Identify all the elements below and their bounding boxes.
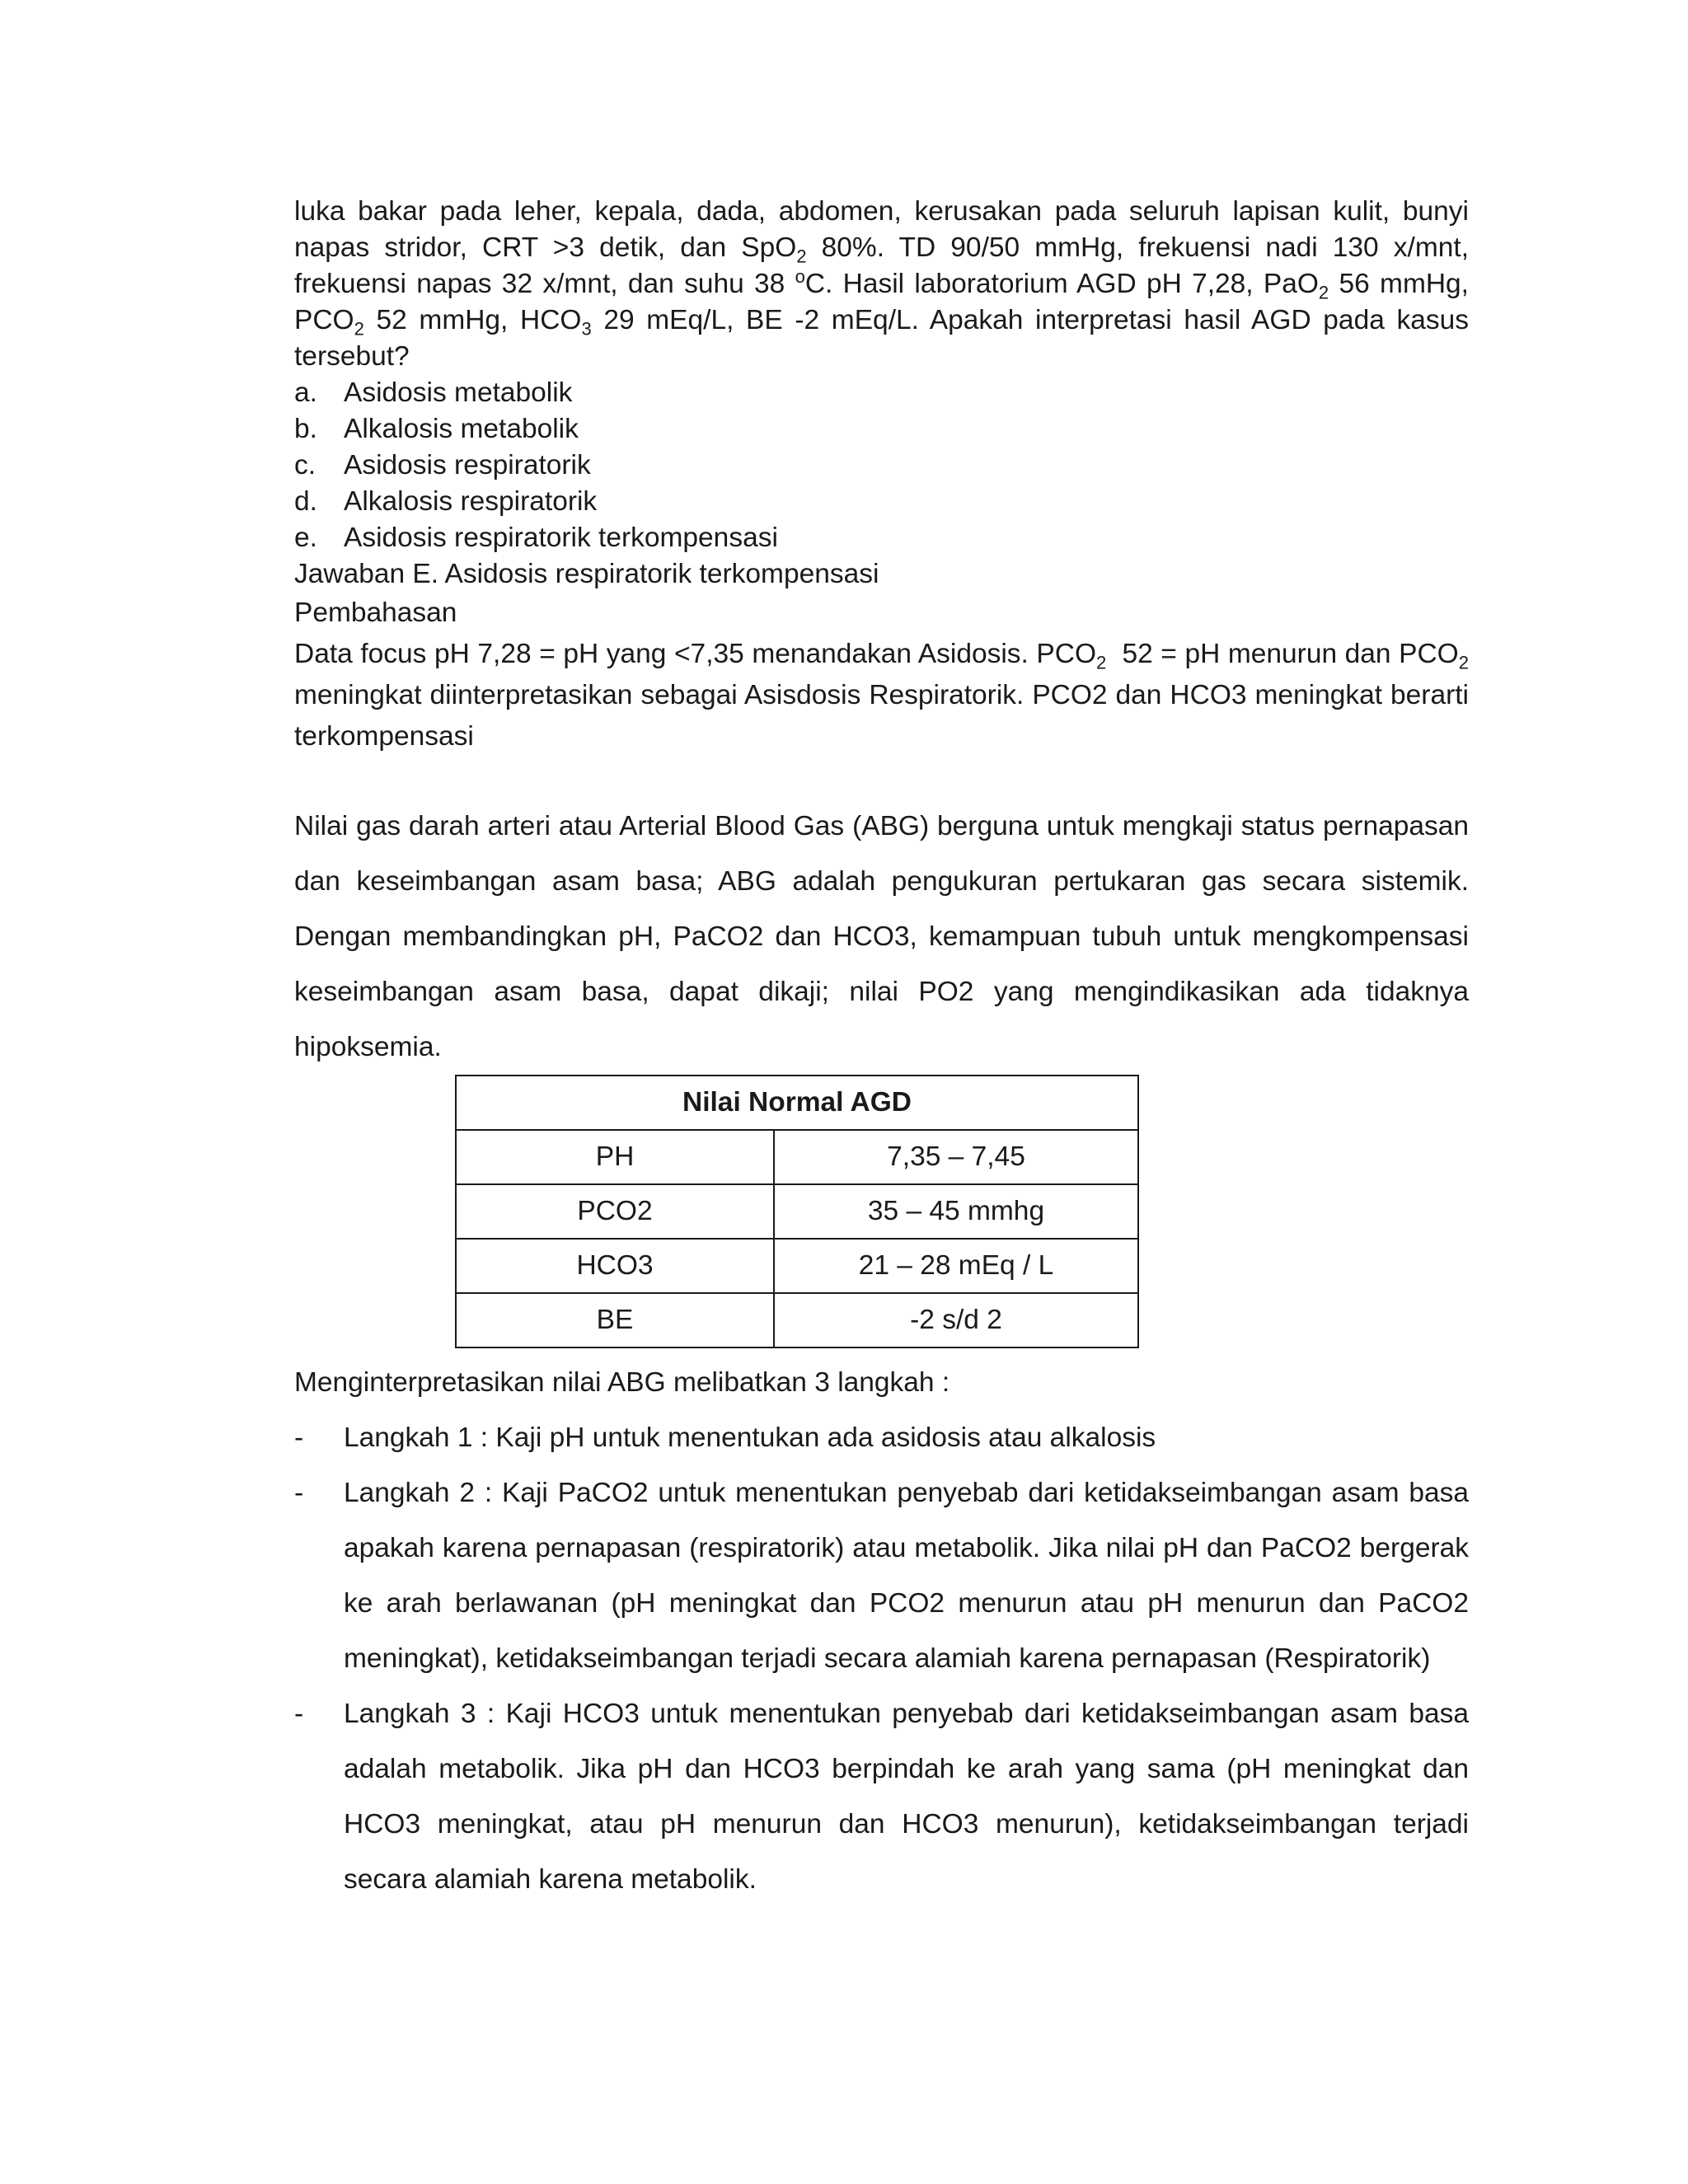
table-cell-value: -2 s/d 2 — [774, 1293, 1138, 1347]
discussion-paragraph-2: Nilai gas darah arteri atau Arterial Blood Gas (ABG) berguna untuk mengkaji status pernapasan dan keseimbangan asam basa; ABG adalah pengukuran pertukaran gas secara sistemik. Dengan membandingkan pH, PaCO2 dan HCO3, kemampuan tubuh untuk mengkompensasi keseimbangan asam basa, dapat dikaji; nilai PO2 yang mengindikasikan ada tidaknya hipoksemia. — [294, 811, 1469, 1062]
step-item: - Langkah 1 : Kaji pH untuk menentukan ada asidosis atau alkalosis — [294, 1422, 1156, 1453]
table-row — [456, 1239, 1138, 1293]
question-block — [294, 194, 1469, 375]
answer-line: Jawaban E. Asidosis respiratorik terkompensasi — [294, 559, 879, 589]
discussion-heading: Pembahasan — [294, 598, 457, 628]
table-row — [456, 1130, 1138, 1184]
option-c: c. Asidosis respiratorik — [294, 450, 591, 480]
table-wrapper — [294, 1075, 1469, 1355]
table-cell-param: HCO3 — [456, 1239, 774, 1293]
steps-list — [294, 1410, 1469, 1907]
table-cell-value: 35 – 45 mmhg — [774, 1184, 1138, 1239]
answer-options — [294, 375, 1469, 556]
step-item: - Langkah 2 : Kaji PaCO2 untuk menentukan penyebab dari ketidakseimbangan asam basa apakah karena pernapasan (respiratorik) atau metabolik. Jika nilai pH dan PaCO2 bergerak ke arah berlawanan (pH meningkat dan PCO2 menurun atau pH menurun dan PaCO2 meningkat), ketidakseimbangan terjadi secara alamiah karena pernapasan (Respiratorik) — [294, 1478, 1469, 1674]
steps-intro: Menginterpretasikan nilai ABG melibatkan 3 langkah : — [294, 1367, 950, 1398]
option-e: e. Asidosis respiratorik terkompensasi — [294, 523, 778, 553]
table-row — [456, 1184, 1138, 1239]
step-item: - Langkah 3 : Kaji HCO3 untuk menentukan penyebab dari ketidakseimbangan asam basa adalah metabolik. Jika pH dan HCO3 berpindah ke arah yang sama (pH meningkat dan HCO3 meningkat, atau pH menurun dan HCO3 menurun), ketidakseimbangan terjadi secara alamiah karena metabolik. — [294, 1699, 1469, 1895]
table-cell-value: 7,35 – 7,45 — [774, 1130, 1138, 1184]
table-cell-param: PH — [456, 1130, 774, 1184]
option-b: b. Alkalosis metabolik — [294, 414, 579, 444]
document-page — [294, 194, 1469, 1907]
option-a: a. Asidosis metabolik — [294, 377, 573, 408]
discussion-paragraph-1: Data focus pH 7,28 = pH yang <7,35 menandakan Asidosis. $PCO_2$ 52 = pH menurun dan $PCO_2$ meningkat diinterpretasikan sebagai Asisdosis Respiratorik. PCO2 dan HCO3 meningkat berarti terkompensasi — [294, 639, 1469, 752]
table-row — [456, 1293, 1138, 1347]
table-title: Nilai Normal AGD — [456, 1076, 1138, 1130]
table-cell-value: 21 – 28 mEq / L — [774, 1239, 1138, 1293]
normal-values-table — [455, 1075, 1139, 1348]
table-cell-param: PCO2 — [456, 1184, 774, 1239]
table-cell-param: BE — [456, 1293, 774, 1347]
question-text: luka bakar pada leher, kepala, dada, abdomen, kerusakan pada seluruh lapisan kulit, bunyi napas stridor, CRT >3 detik, dan SpO$_2$ 80%. TD 90/50 mmHg, frekuensi nadi 130 x/mnt, frekuensi napas 32 x/mnt, dan suhu 38 $^o$C. Hasil laboratorium AGD pH 7,28, PaO$_2$ 56 mmHg, $PCO_2$ 52 mmHg, $HCO_3$ 29 mEq/L, BE -2 mEq/L. Apakah interpretasi hasil AGD pada kasus tersebut? — [294, 196, 1469, 372]
spacer — [294, 757, 1469, 799]
option-d: d. Alkalosis respiratorik — [294, 486, 598, 517]
